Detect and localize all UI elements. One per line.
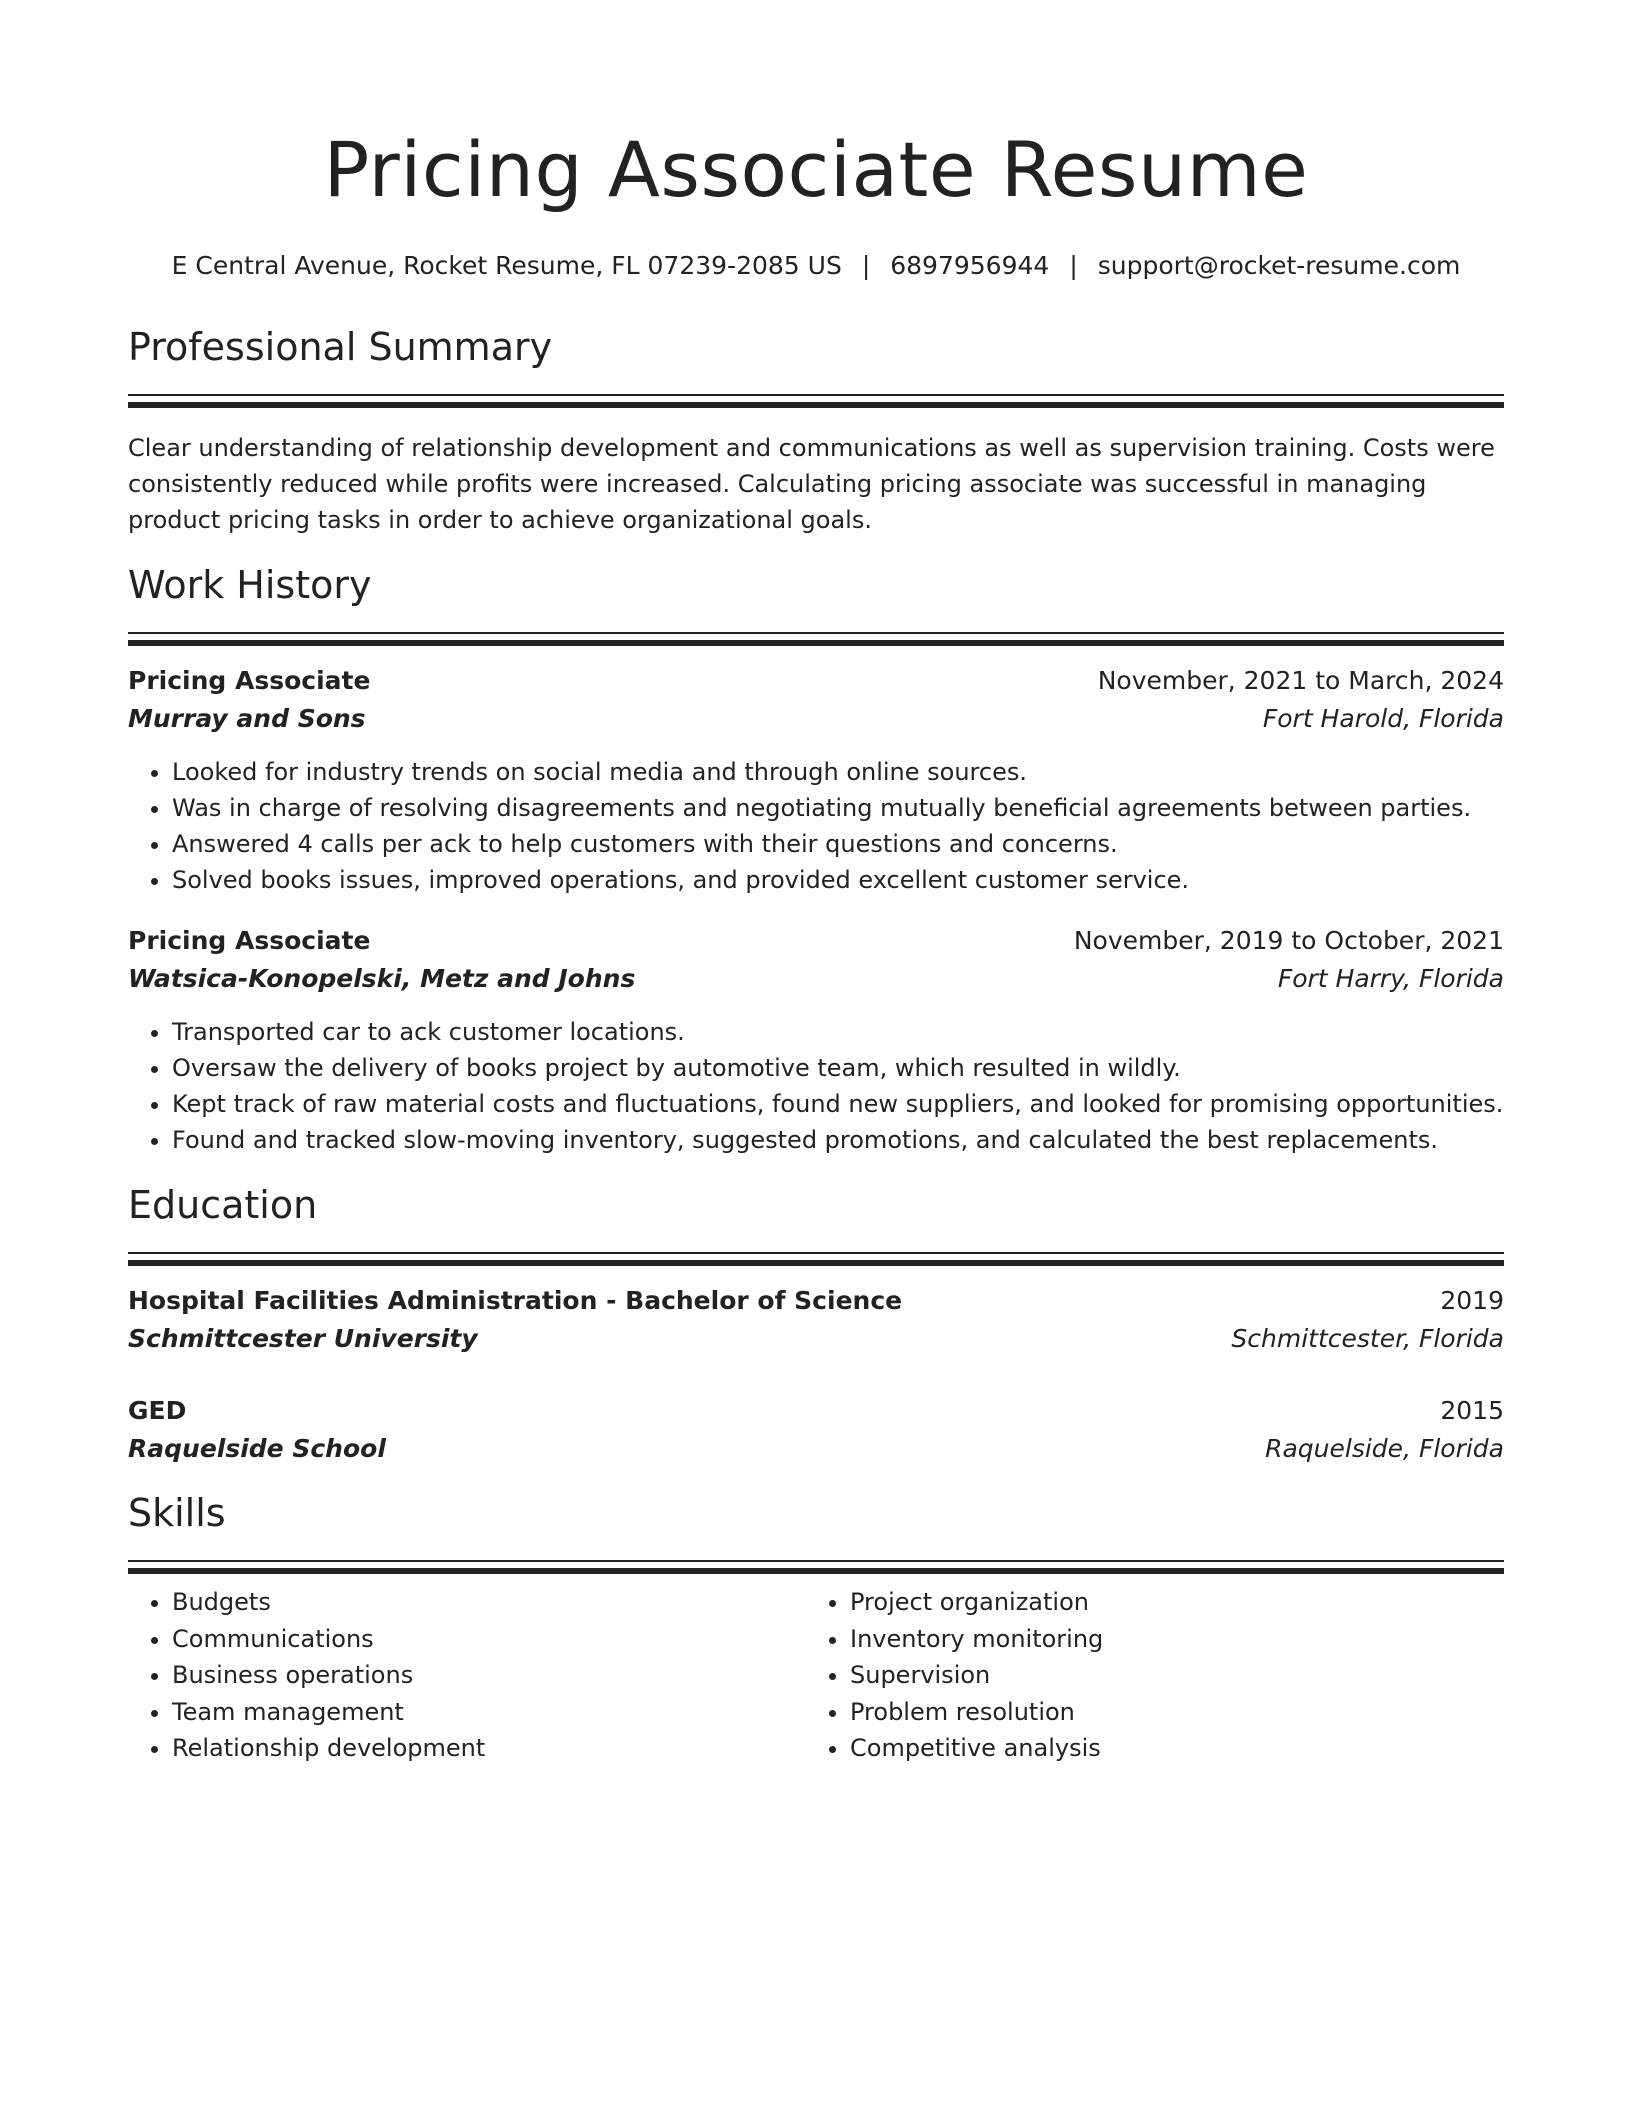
skill-item: • Problem resolution [850, 1694, 1484, 1731]
education-entry [128, 1392, 1504, 1468]
skills-column-left [128, 1584, 806, 1767]
skill-item: • Team management [172, 1694, 806, 1731]
job-bullet: • Oversaw the delivery of books project by automotive team, which resulted in wildly. [172, 1050, 1504, 1086]
education-location: Raquelside, Florida [1265, 1434, 1504, 1463]
skill-item: • Relationship development [172, 1730, 806, 1767]
skill-item: • Inventory monitoring [850, 1621, 1484, 1658]
contact-email: support@rocket-resume.com [1097, 251, 1461, 280]
skills-list [128, 1584, 1504, 1767]
job-bullet: • Kept track of raw material costs and fluctuations, found new suppliers, and looked for promising opportunities. [172, 1086, 1504, 1122]
skills-section [128, 1488, 1504, 1767]
education-year: 2019 [1440, 1286, 1504, 1315]
job-company: Watsica-Konopelski, Metz and Johns [128, 964, 636, 993]
section-divider [128, 632, 1504, 642]
job-entry [128, 922, 1504, 1158]
education-header [128, 1392, 1504, 1430]
education-header [128, 1282, 1504, 1320]
education-degree: GED [128, 1396, 187, 1425]
job-location: Fort Harold, Florida [1262, 704, 1504, 733]
job-bullets [128, 754, 1504, 898]
skill-item: • Project organization [850, 1584, 1484, 1621]
contact-line [128, 248, 1504, 284]
job-bullet: • Answered 4 calls per ack to help customers with their questions and concerns. [172, 826, 1504, 862]
job-dates: November, 2021 to March, 2024 [1097, 666, 1504, 695]
work-history-heading: Work History [128, 563, 372, 607]
education-school: Schmittcester University [128, 1324, 478, 1353]
section-divider [128, 1560, 1504, 1570]
job-title: Pricing Associate [128, 926, 371, 955]
education-entry [128, 1282, 1504, 1358]
job-entry [128, 662, 1504, 898]
job-bullet: • Transported car to ack customer locations. [172, 1014, 1504, 1050]
skill-item: • Supervision [850, 1657, 1484, 1694]
education-year: 2015 [1440, 1396, 1504, 1425]
section-divider [128, 1252, 1504, 1262]
contact-separator: | [861, 251, 871, 280]
skill-item: • Budgets [172, 1584, 806, 1621]
summary-text: Clear understanding of relationship development and communications as well as supervision training. Costs were consistently reduced while profits were increased. Calculating pricing associate was successful in managing product pricing tasks in order to achieve organizational goals. [128, 434, 1495, 534]
job-bullet: • Was in charge of resolving disagreements and negotiating mutually beneficial agreements between parties. [172, 790, 1504, 826]
contact-address: E Central Avenue, Rocket Resume, FL 07239-2085 US [171, 251, 842, 280]
education-subheader [128, 1320, 1504, 1358]
job-bullets [128, 1014, 1504, 1158]
education-degree: Hospital Facilities Administration - Bachelor of Science [128, 1286, 903, 1315]
skill-item: • Business operations [172, 1657, 806, 1694]
job-bullet: • Solved books issues, improved operations, and provided excellent customer service. [172, 862, 1504, 898]
job-header [128, 662, 1504, 700]
resume-title: Pricing Associate Resume [323, 125, 1309, 214]
education-subheader [128, 1430, 1504, 1468]
job-dates: November, 2019 to October, 2021 [1073, 926, 1504, 955]
job-subheader [128, 700, 1504, 738]
job-company: Murray and Sons [128, 704, 366, 733]
skill-item: • Competitive analysis [850, 1730, 1484, 1767]
job-title: Pricing Associate [128, 666, 371, 695]
skills-heading: Skills [128, 1491, 226, 1535]
work-history-section [128, 560, 1504, 1158]
section-divider [128, 394, 1504, 404]
job-subheader [128, 960, 1504, 998]
education-section [128, 1180, 1504, 1468]
job-location: Fort Harry, Florida [1277, 964, 1504, 993]
contact-phone: 6897956944 [890, 251, 1050, 280]
resume-content [128, 0, 1504, 1767]
education-school: Raquelside School [128, 1434, 386, 1463]
job-bullet: • Looked for industry trends on social media and through online sources. [172, 754, 1504, 790]
job-header [128, 922, 1504, 960]
education-location: Schmittcester, Florida [1231, 1324, 1504, 1353]
summary-section [128, 322, 1504, 538]
summary-heading: Professional Summary [128, 325, 553, 369]
job-bullet: • Found and tracked slow-moving inventory, suggested promotions, and calculated the best replacements. [172, 1122, 1504, 1158]
skills-column-right [806, 1584, 1484, 1767]
contact-separator: | [1069, 251, 1078, 280]
education-heading: Education [128, 1183, 318, 1227]
skill-item: • Communications [172, 1621, 806, 1658]
